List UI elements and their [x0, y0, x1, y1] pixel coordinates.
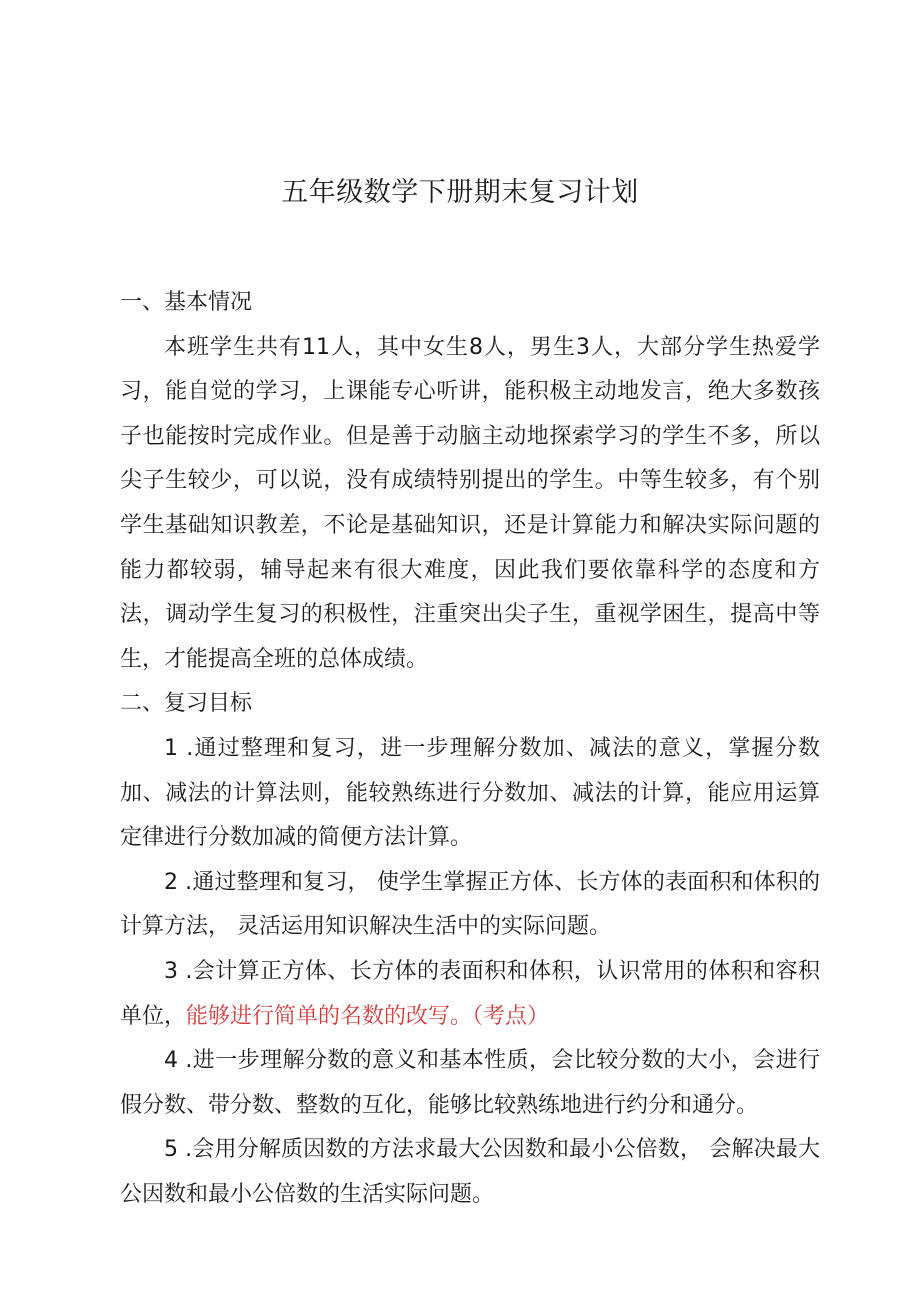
goal-item-1: 1 .通过整理和复习，进一步理解分数加、减法的意义，掌握分数加、减法的计算法则，能较熟练进行分数加、减法的计算，能应用运算定律进行分数加减的简便方法计算。: [120, 735, 820, 851]
goal-item-3-highlight: 能够进行简单的名数的改写。（考点）: [186, 1003, 550, 1029]
section-heading-review-goals: 二、复习目标: [120, 691, 253, 717]
goal-item-4: 4 .进一步理解分数的意义和基本性质，会比较分数的大小，会进行假分数、带分数、整数的互化，能够比较熟练地进行约分和通分。: [120, 1048, 820, 1118]
section-heading-basic-situation: 一、基本情况: [120, 290, 253, 315]
document-title: 五年级数学下册期末复习计划: [281, 177, 639, 208]
paragraph-basic-situation: 本班学生共有11人，其中女生8人，男生3人，大部分学生热爱学习，能自觉的学习，上课能专心听讲，能积极主动地发言，绝大多数孩子也能按时完成作业。但是善于动脑主动地探索学习的学生不多，所以尖子生较少，可以说，没有成绩特别提出的学生。中等生较多，有个别学生基础知识教差，不论是基础知识，还是计算能力和解决实际问题的能力都较弱，辅导起来有很大难度，因此我们要依靠科学的态度和方法，调动学生复习的积极性，注重突出尖子生，重视学困生，提高中等生，才能提高全班的总体成绩。: [120, 334, 820, 672]
document-body: [120, 281, 820, 1217]
goal-item-2: 2 .通过整理和复习， 使学生掌握正方体、长方体的表面积和体积的计算方法， 灵活运用知识解决生活中的实际问题。: [120, 869, 820, 940]
goal-item-5: 5 .会用分解质因数的方法求最大公因数和最小公倍数， 会解决最大公因数和最小公倍数的生活实际问题。: [120, 1137, 820, 1207]
goal-item-3-text: 3 .会计算正方体、长方体的表面积和体积，认识常用的体积和容积单位，: [120, 958, 820, 1029]
goal-item-3: [120, 950, 820, 1039]
